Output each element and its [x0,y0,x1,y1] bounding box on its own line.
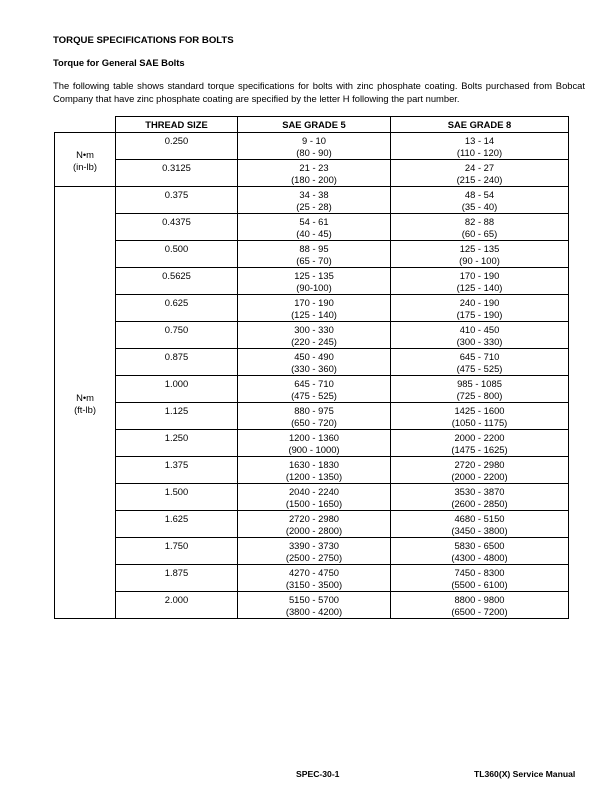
torque-nm-value: 2000 - 2200 [454,432,505,443]
torque-imperial-value: (25 - 28) [296,201,332,212]
header-sae-grade-8: SAE GRADE 8 [391,117,569,133]
manual-title: TL360(X) Service Manual [474,769,576,779]
sae-grade-8-cell [391,349,569,376]
sae-grade-8-cell [391,187,569,214]
torque-imperial-value: (6500 - 7200) [451,606,508,617]
torque-imperial-value: (4300 - 4800) [451,552,508,563]
torque-nm-value: 24 - 27 [464,162,495,173]
torque-nm-value: 5150 - 5700 [288,594,340,605]
torque-imperial-value: (475 - 525) [456,363,503,374]
sae-grade-5-cell [238,376,391,403]
unit-label: N•m [76,148,94,160]
sae-grade-8-cell [391,295,569,322]
thread-size-cell: 0.875 [116,349,238,376]
torque-imperial-value: (3150 - 3500) [285,579,343,590]
torque-nm-value: 4270 - 4750 [288,567,340,578]
torque-imperial-value: (80 - 90) [296,147,332,158]
torque-imperial-value: (90-100) [296,282,332,293]
sae-grade-5-cell [238,268,391,295]
header-thread-size: THREAD SIZE [116,117,238,133]
torque-nm-value: 1425 - 1600 [454,405,505,416]
unit-cell [55,187,116,619]
torque-nm-value: 48 - 54 [464,189,495,200]
torque-nm-value: 880 - 975 [294,405,334,416]
thread-size-cell: 0.375 [116,187,238,214]
thread-size-cell: 1.125 [116,403,238,430]
torque-imperial-value: (1200 - 1350) [285,471,343,482]
torque-nm-value: 170 - 190 [294,297,334,308]
sae-grade-8-cell [391,457,569,484]
torque-imperial-value: (1475 - 1625) [451,444,508,455]
torque-imperial-value: (90 - 100) [459,255,500,266]
torque-nm-value: 645 - 710 [459,351,500,362]
torque-nm-value: 240 - 190 [459,297,500,308]
torque-nm-value: 125 - 135 [294,270,334,281]
torque-imperial-value: (475 - 525) [291,390,337,401]
torque-nm-value: 300 - 330 [294,324,334,335]
torque-imperial-value: (180 - 200) [291,174,337,185]
torque-nm-value: 985 - 1085 [457,378,502,389]
torque-nm-value: 1630 - 1830 [288,459,340,470]
sae-grade-8-cell [391,430,569,457]
table-row [55,214,569,241]
torque-nm-value: 2040 - 2240 [288,486,340,497]
sae-grade-5-cell [238,160,391,187]
thread-size-cell: 1.250 [116,430,238,457]
torque-imperial-value: (1050 - 1175) [451,417,508,428]
page-heading: TORQUE SPECIFICATIONS FOR BOLTS [53,35,234,46]
table-row [55,241,569,268]
torque-imperial-value: (3450 - 3800) [451,525,508,536]
thread-size-cell: 0.250 [116,133,238,160]
thread-size-cell: 1.875 [116,565,238,592]
torque-imperial-value: (2600 - 2850) [451,498,508,509]
sae-grade-8-cell [391,484,569,511]
table-header-row [55,117,569,133]
sae-grade-5-cell [238,322,391,349]
table-row [55,511,569,538]
sae-grade-8-cell [391,511,569,538]
table-row [55,565,569,592]
sae-grade-8-cell [391,376,569,403]
torque-nm-value: 125 - 135 [459,243,500,254]
torque-nm-value: 4680 - 5150 [454,513,505,524]
torque-nm-value: 54 - 61 [299,216,329,227]
torque-imperial-value: (215 - 240) [456,174,503,185]
torque-nm-value: 7450 - 8300 [454,567,505,578]
table-row [55,538,569,565]
sae-grade-5-cell [238,511,391,538]
table-row [55,268,569,295]
torque-imperial-value: (725 - 800) [456,390,503,401]
torque-nm-value: 13 - 14 [464,135,495,146]
sae-grade-8-cell [391,133,569,160]
thread-size-cell: 1.000 [116,376,238,403]
thread-size-cell: 1.500 [116,484,238,511]
torque-imperial-value: (2000 - 2200) [451,471,508,482]
torque-imperial-value: (330 - 360) [291,363,337,374]
torque-imperial-value: (125 - 140) [291,309,337,320]
torque-imperial-value: (650 - 720) [291,417,337,428]
thread-size-cell: 1.625 [116,511,238,538]
table-row [55,484,569,511]
thread-size-cell: 0.625 [116,295,238,322]
torque-imperial-value: (5500 - 6100) [451,579,508,590]
torque-nm-value: 3530 - 3870 [454,486,505,497]
table-row [55,295,569,322]
table-row [55,457,569,484]
thread-size-cell: 0.750 [116,322,238,349]
sae-grade-8-cell [391,241,569,268]
torque-imperial-value: (65 - 70) [296,255,332,266]
torque-nm-value: 5830 - 6500 [454,540,505,551]
torque-imperial-value: (300 - 330) [456,336,503,347]
torque-imperial-value: (60 - 65) [461,228,498,239]
unit-label: N•m [76,391,94,403]
torque-table [54,116,569,619]
table-row [55,376,569,403]
sae-grade-5-cell [238,214,391,241]
header-blank-cell [55,117,116,133]
torque-imperial-value: (175 - 190) [456,309,503,320]
torque-imperial-value: (110 - 120) [456,147,503,158]
sae-grade-5-cell [238,241,391,268]
section-subheading: Torque for General SAE Bolts [53,57,185,68]
sae-grade-5-cell [238,430,391,457]
thread-size-cell: 0.500 [116,241,238,268]
sae-grade-8-cell [391,322,569,349]
sae-grade-8-cell [391,268,569,295]
torque-nm-value: 410 - 450 [459,324,500,335]
table-row [55,322,569,349]
torque-nm-value: 2720 - 2980 [288,513,340,524]
header-sae-grade-5: SAE GRADE 5 [238,117,391,133]
torque-nm-value: 645 - 710 [294,378,334,389]
torque-nm-value: 3390 - 3730 [288,540,340,551]
sae-grade-5-cell [238,484,391,511]
sae-grade-5-cell [238,349,391,376]
sae-grade-5-cell [238,133,391,160]
thread-size-cell: 1.375 [116,457,238,484]
torque-nm-value: 170 - 190 [459,270,500,281]
torque-nm-value: 450 - 490 [294,351,334,362]
sae-grade-5-cell [238,592,391,619]
table-row [55,160,569,187]
table-row [55,403,569,430]
sae-grade-5-cell [238,187,391,214]
unit-label-secondary: (ft-lb) [74,403,96,415]
thread-size-cell: 0.4375 [116,214,238,241]
page-number: SPEC-30-1 [296,769,340,779]
torque-imperial-value: (2500 - 2750) [285,552,343,563]
sae-grade-8-cell [391,214,569,241]
sae-grade-8-cell [391,592,569,619]
sae-grade-8-cell [391,403,569,430]
thread-size-cell: 2.000 [116,592,238,619]
sae-grade-8-cell [391,565,569,592]
table-row [55,187,569,214]
torque-imperial-value: (35 - 40) [461,201,498,212]
table-row [55,133,569,160]
table-row [55,349,569,376]
unit-cell [55,133,116,187]
torque-nm-value: 21 - 23 [299,162,329,173]
torque-imperial-value: (125 - 140) [456,282,503,293]
table-row [55,592,569,619]
sae-grade-8-cell [391,538,569,565]
sae-grade-5-cell [238,403,391,430]
torque-nm-value: 9 - 10 [302,135,326,146]
torque-nm-value: 2720 - 2980 [454,459,505,470]
torque-nm-value: 88 - 95 [299,243,329,254]
torque-imperial-value: (900 - 1000) [288,444,340,455]
table-row [55,430,569,457]
torque-imperial-value: (3800 - 4200) [285,606,343,617]
torque-nm-value: 8800 - 9800 [454,594,505,605]
thread-size-cell: 1.750 [116,538,238,565]
sae-grade-5-cell [238,565,391,592]
table-body [55,133,569,619]
torque-imperial-value: (220 - 245) [291,336,337,347]
sae-grade-8-cell [391,160,569,187]
torque-imperial-value: (2000 - 2800) [285,525,343,536]
unit-label-secondary: (in-lb) [73,160,97,172]
torque-imperial-value: (1500 - 1650) [285,498,343,509]
thread-size-cell: 0.5625 [116,268,238,295]
thread-size-cell: 0.3125 [116,160,238,187]
sae-grade-5-cell [238,457,391,484]
sae-grade-5-cell [238,295,391,322]
intro-paragraph: The following table shows standard torque specifications for bolts with zinc phosphate coating. Bolts purchased from Bobcat Company that have zinc phosphate coating are specified by the letter H following the part number. [53,80,585,104]
sae-grade-5-cell [238,538,391,565]
torque-nm-value: 1200 - 1360 [288,432,340,443]
torque-nm-value: 34 - 38 [299,189,329,200]
torque-imperial-value: (40 - 45) [296,228,332,239]
torque-nm-value: 82 - 88 [464,216,495,227]
